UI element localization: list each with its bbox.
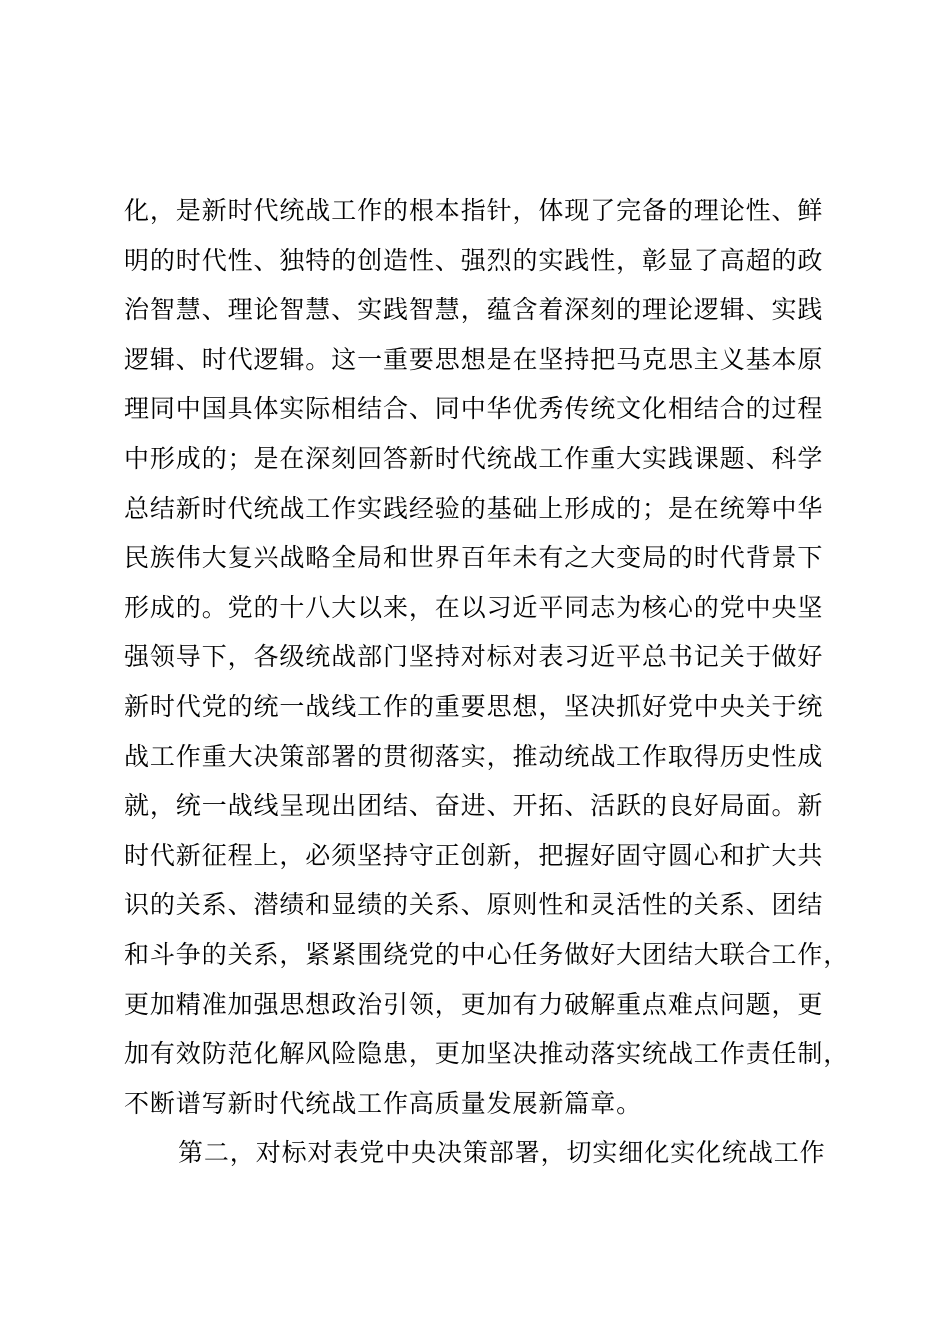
text-line: 和斗争的关系，紧紧围绕党的中心任务做好大团结大联合工作， bbox=[124, 939, 850, 969]
text-line: 不断谱写新时代统战工作高质量发展新篇章。 bbox=[124, 1088, 643, 1118]
text-line: 逻辑、时代逻辑。这一重要思想是在坚持把马克思主义基本原 bbox=[124, 344, 824, 374]
text-line: 明的时代性、独特的创造性、强烈的实践性，彰显了高超的政 bbox=[124, 245, 824, 275]
text-line: 强领导下，各级统战部门坚持对标对表习近平总书记关于做好 bbox=[124, 642, 824, 672]
text-line: 中形成的；是在深刻回答新时代统战工作重大实践课题、科学 bbox=[124, 443, 824, 473]
body-text bbox=[124, 186, 850, 1178]
text-line: 时代新征程上，必须坚持守正创新，把握好固守圆心和扩大共 bbox=[124, 840, 824, 870]
text-line: 更加精准加强思想政治引领，更加有力破解重点难点问题，更 bbox=[124, 989, 824, 1019]
paragraph-start-line: 第二，对标对表党中央决策部署，切实细化实化统战工作 bbox=[178, 1138, 826, 1168]
text-line: 识的关系、潜绩和显绩的关系、原则性和灵活性的关系、团结 bbox=[124, 890, 824, 920]
text-line: 形成的。党的十八大以来，在以习近平同志为核心的党中央坚 bbox=[124, 592, 824, 622]
text-line: 战工作重大决策部署的贯彻落实，推动统战工作取得历史性成 bbox=[124, 741, 824, 771]
text-line: 新时代党的统一战线工作的重要思想，坚决抓好党中央关于统 bbox=[124, 691, 824, 721]
text-line: 理同中国具体实际相结合、同中华优秀传统文化相结合的过程 bbox=[124, 394, 824, 424]
text-line: 民族伟大复兴战略全局和世界百年未有之大变局的时代背景下 bbox=[124, 543, 824, 573]
text-line: 化，是新时代统战工作的根本指针，体现了完备的理论性、鲜 bbox=[124, 196, 824, 225]
text-line: 就，统一战线呈现出团结、奋进、开拓、活跃的良好局面。新 bbox=[124, 791, 824, 821]
text-line: 总结新时代统战工作实践经验的基础上形成的；是在统筹中华 bbox=[124, 493, 824, 523]
text-line: 治智慧、理论智慧、实践智慧，蕴含着深刻的理论逻辑、实践 bbox=[124, 295, 824, 325]
text-line: 加有效防范化解风险隐患，更加坚决推动落实统战工作责任制， bbox=[124, 1039, 850, 1069]
